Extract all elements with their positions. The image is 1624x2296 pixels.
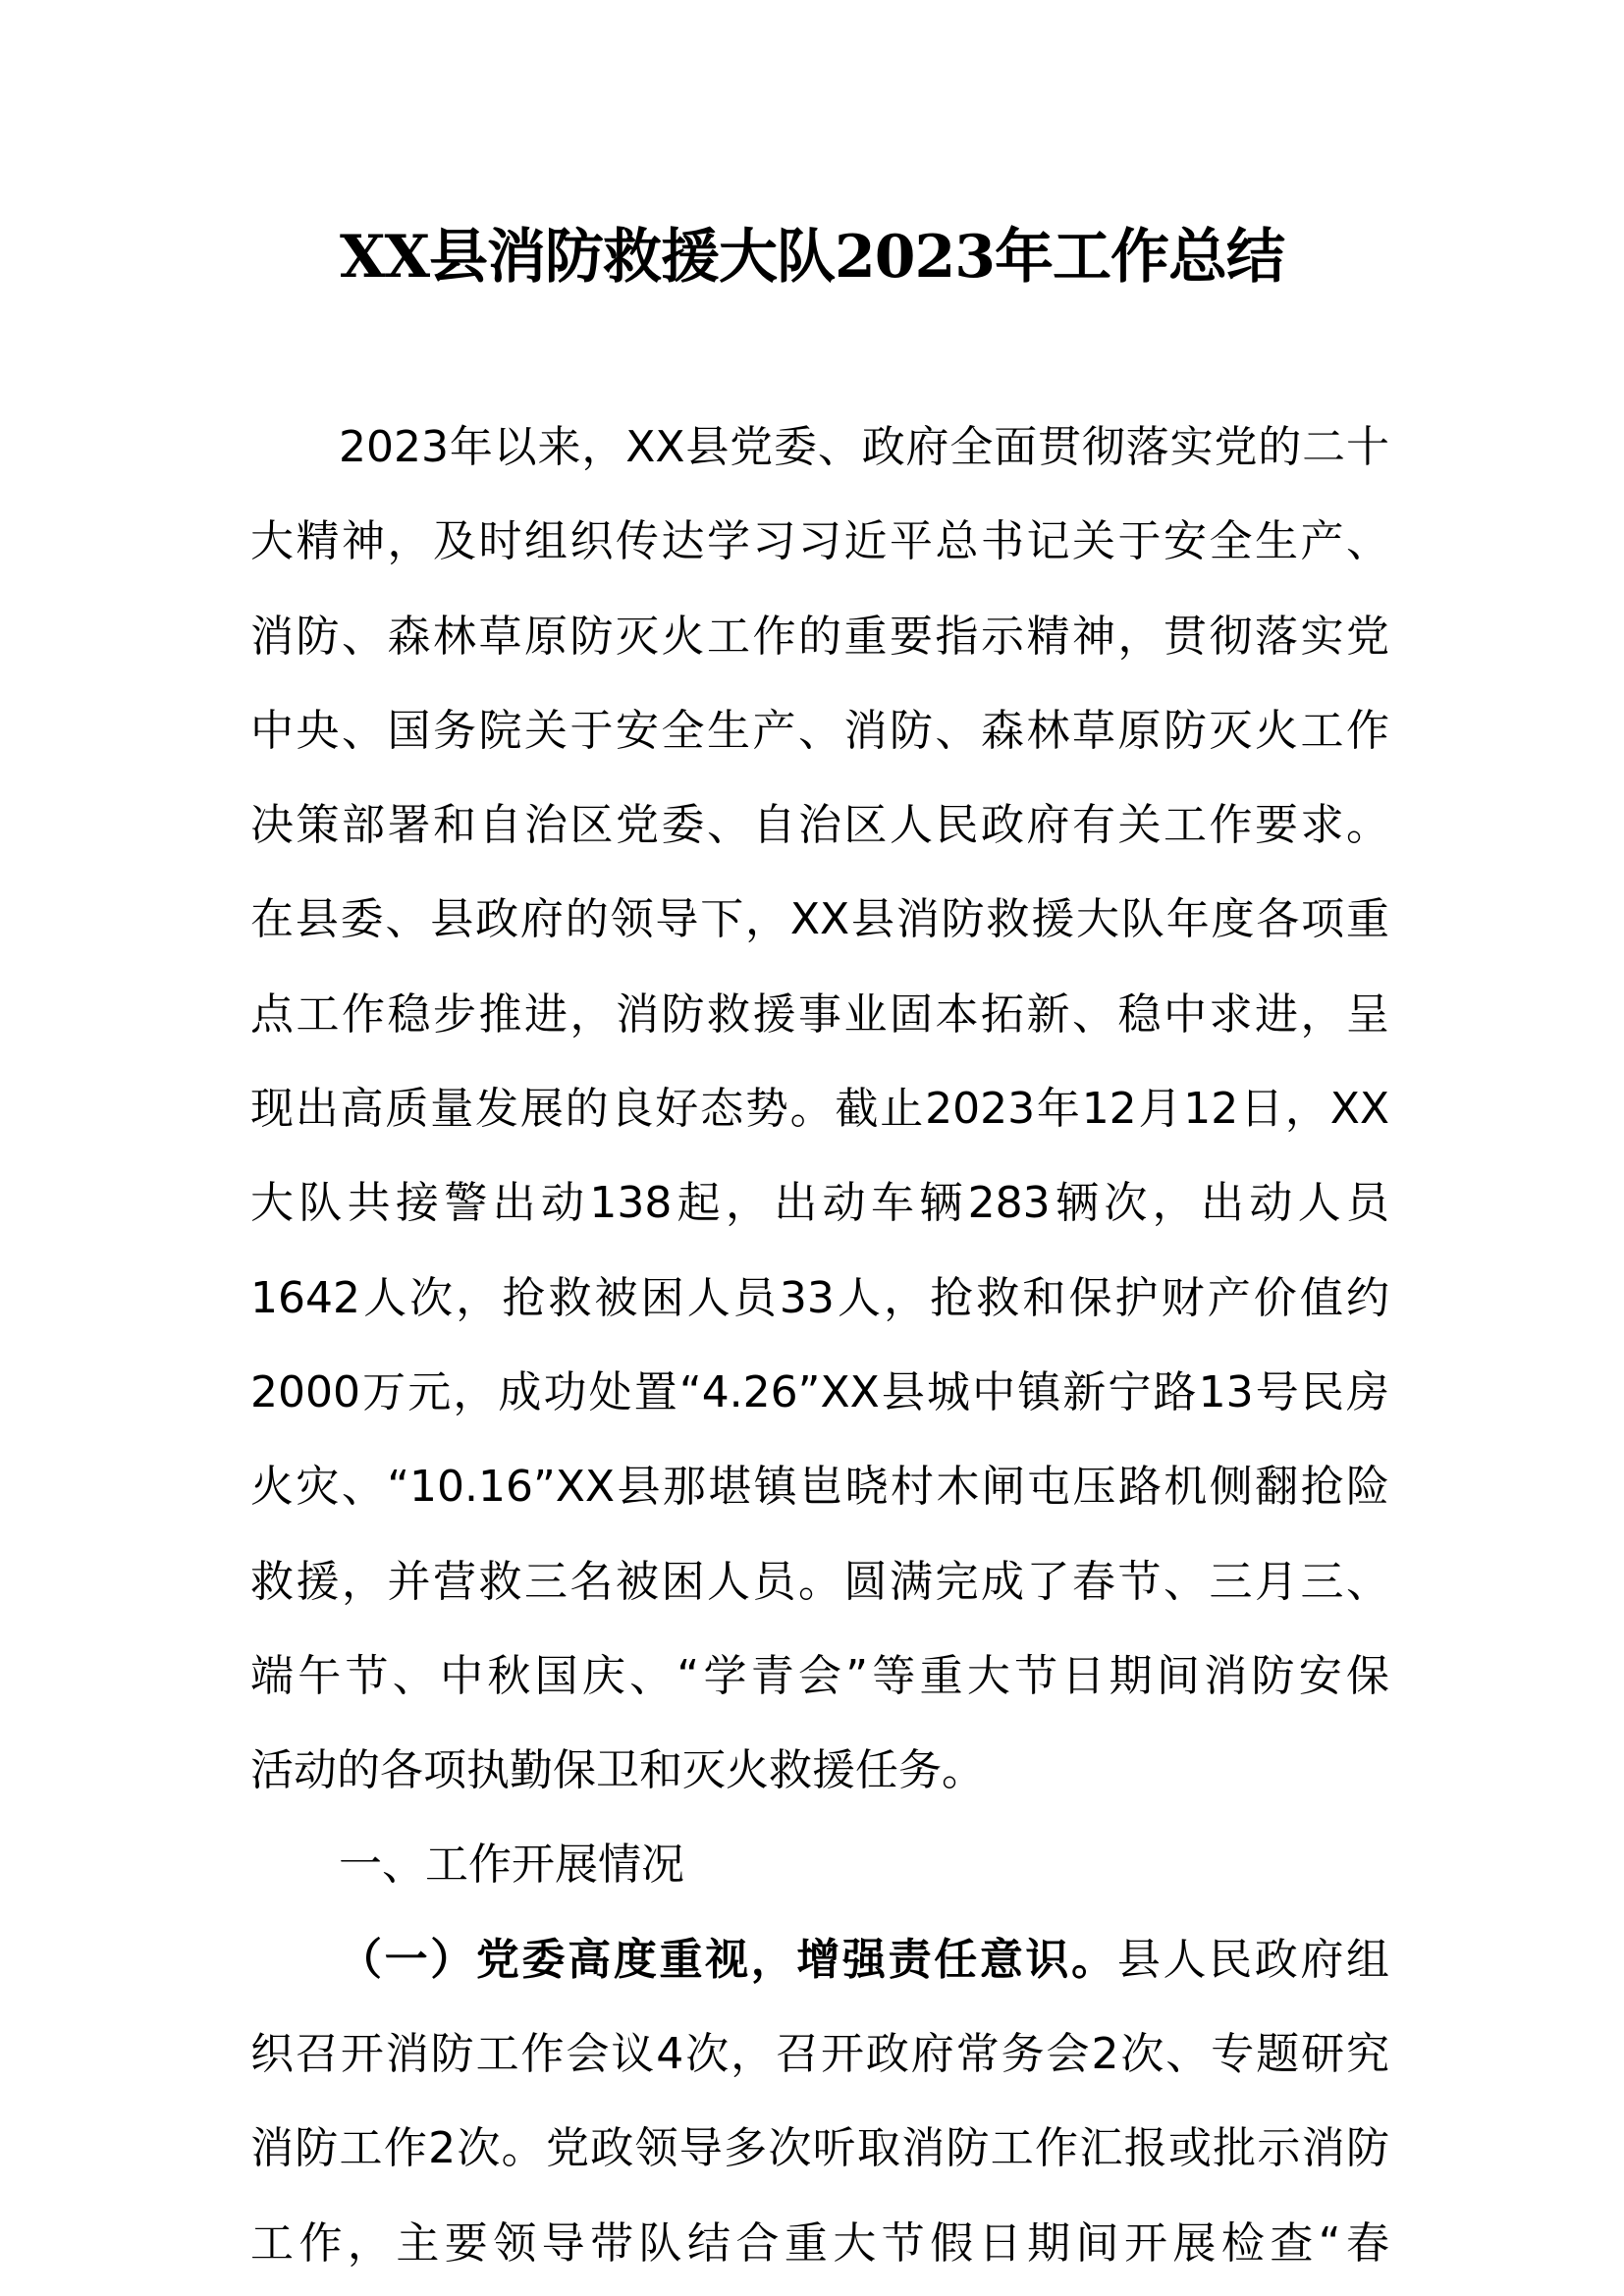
paragraph-line: 大精神，及时组织传达学习习近平总书记关于安全生产、 (250, 516, 1389, 567)
subsection-first-line (250, 1913, 1389, 2007)
paragraph-line: 消防工作2次。党政领导多次听取消防工作汇报或批示消防 (250, 2123, 1389, 2174)
paragraph-line: 中央、国务院关于安全生产、消防、森林草原防灭火工作 (250, 705, 1389, 756)
paragraph-line: 2023年以来，XX县党委、政府全面贯彻落实党的二十 (339, 422, 1389, 472)
paragraph-line: 工作，主要领导带队结合重大节假日期间开展检查“春 (250, 2217, 1389, 2269)
paragraph-line: 端午节、中秋国庆、“学青会”等重大节日期间消防安保 (250, 1650, 1389, 1701)
paragraph-line: 消防、森林草原防灭火工作的重要指示精神，贯彻落实党 (250, 611, 1389, 662)
paragraph-line: 点工作稳步推进，消防救援事业固本拓新、稳中求进，呈 (250, 988, 1389, 1040)
subsection-text: 县人民政府组 (1116, 1934, 1390, 1985)
paragraph-line: 2000万元，成功处置“4.26”XX县城中镇新宁路13号民房 (250, 1366, 1389, 1417)
paragraph-line: 大队共接警出动138起，出动车辆283辆次，出动人员 (250, 1178, 1389, 1229)
paragraph-line: 在县委、县政府的领导下，XX县消防救援大队年度各项重 (250, 894, 1389, 945)
paragraph-line: 火灾、“10.16”XX县那堪镇岜晓村木闸屯压路机侧翻抢险 (250, 1462, 1389, 1513)
paragraph-line: 现出高质量发展的良好态势。截止2023年12月12日，XX (250, 1084, 1389, 1135)
section-heading: 一、工作开展情况 (339, 1840, 684, 1891)
paragraph-line: 1642人次，抢救被困人员33人，抢救和保护财产价值约 (250, 1272, 1389, 1323)
subsection-heading: （一）党委高度重视，增强责任意识。 (339, 1934, 1117, 1985)
document-body (250, 400, 1389, 2291)
paragraph-line: 织召开消防工作会议4次，召开政府常务会2次、专题研究 (250, 2029, 1389, 2080)
paragraph-line: 活动的各项执勤保卫和灭火救援任务。 (250, 1745, 985, 1796)
paragraph-line: 救援，并营救三名被困人员。圆满完成了春节、三月三、 (250, 1556, 1389, 1607)
paragraph-line: 决策部署和自治区党委、自治区人民政府有关工作要求。 (250, 800, 1389, 851)
document-title: XX县消防救援大队2023年工作总结 (339, 223, 1285, 292)
